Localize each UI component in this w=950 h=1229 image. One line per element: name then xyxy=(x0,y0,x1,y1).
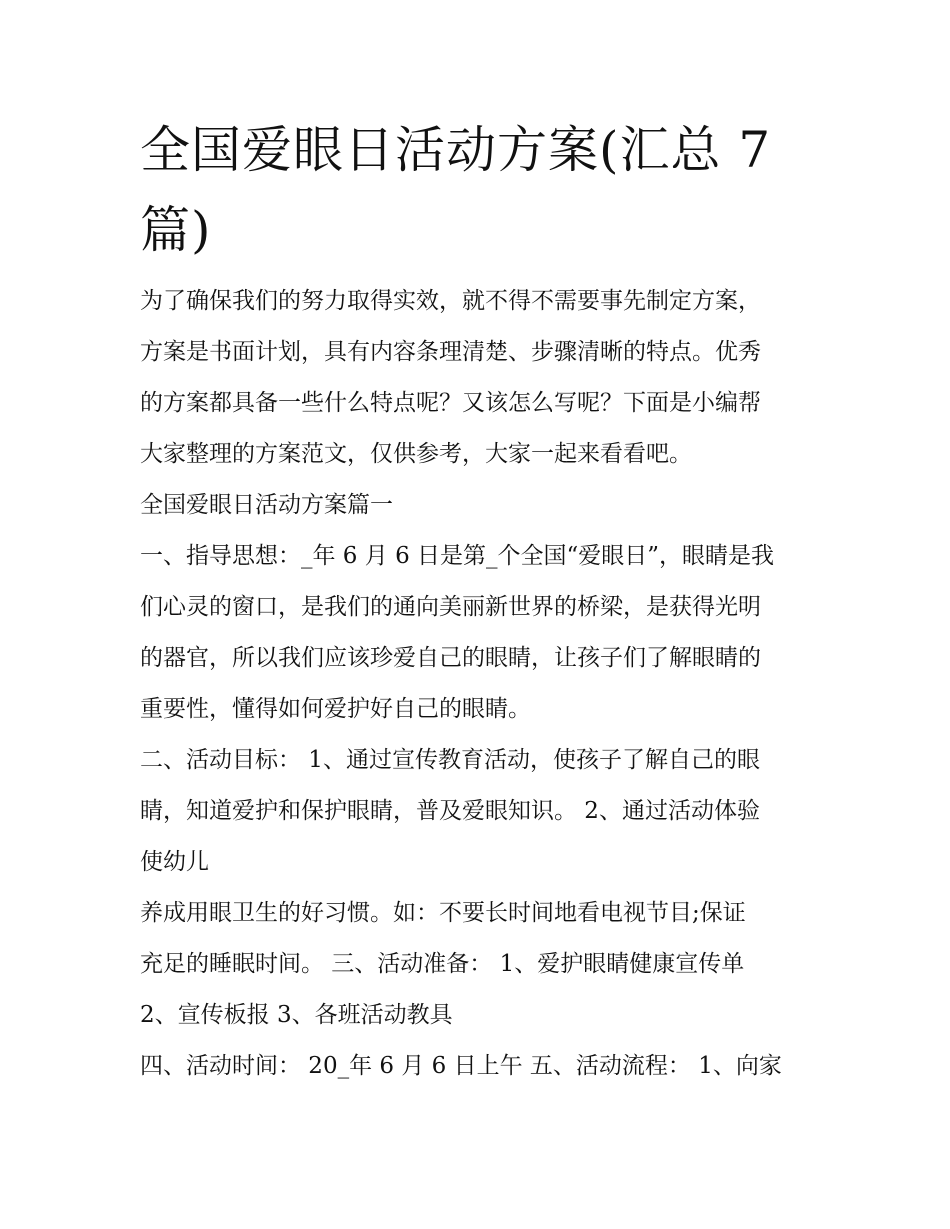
title-line: 篇) xyxy=(140,201,212,259)
text-line: 们心灵的窗口，是我们的通向美丽新世界的桥梁，是获得光明 xyxy=(140,594,761,620)
activity-goals-paragraph xyxy=(140,735,820,888)
section-heading xyxy=(140,480,820,531)
habits-preparation-paragraph xyxy=(140,888,820,1041)
text-line: 方案是书面计划，具有内容条理清楚、步骤清晰的特点。优秀 xyxy=(140,339,761,365)
text-line: 四、活动时间： 20_年 6 月 6 日上午 五、活动流程： 1、向家 xyxy=(140,1053,782,1079)
text-line: 的器官，所以我们应该珍爱自己的眼睛，让孩子们了解眼睛的 xyxy=(140,645,761,671)
title-line: 全国爱眼日活动方案(汇总 7 xyxy=(140,121,772,179)
text-line: 一、指导思想：_年 6 月 6 日是第_个全国“爱眼日”，眼睛是我 xyxy=(140,543,775,569)
text-line: 大家整理的方案范文，仅供参考，大家一起来看看吧。 xyxy=(140,441,692,467)
section-heading-text: 全国爱眼日活动方案篇一 xyxy=(140,492,393,518)
text-line: 为了确保我们的努力取得实效，就不得不需要事先制定方案， xyxy=(140,288,761,314)
text-line: 2、宣传板报 3、各班活动教具 xyxy=(140,1002,453,1028)
text-line: 睛，知道爱护和保护眼睛，普及爱眼知识。 2、通过活动体验 xyxy=(140,798,760,824)
text-line: 的方案都具备一些什么特点呢？又该怎么写呢？下面是小编帮 xyxy=(140,390,761,416)
activity-time-paragraph xyxy=(140,1041,820,1092)
text-line: 使幼儿 xyxy=(140,849,209,875)
document-title xyxy=(140,110,820,270)
text-line: 养成用眼卫生的好习惯。如：不要长时间地看电视节目;保证 xyxy=(140,900,746,926)
intro-paragraph xyxy=(140,276,820,480)
text-line: 重要性，懂得如何爱护好自己的眼睛。 xyxy=(140,696,531,722)
guiding-thought-paragraph xyxy=(140,531,820,735)
text-line: 充足的睡眠时间。 三、活动准备： 1、爱护眼睛健康宣传单 xyxy=(140,951,745,977)
text-line: 二、活动目标： 1、通过宣传教育活动，使孩子了解自己的眼 xyxy=(140,747,760,773)
